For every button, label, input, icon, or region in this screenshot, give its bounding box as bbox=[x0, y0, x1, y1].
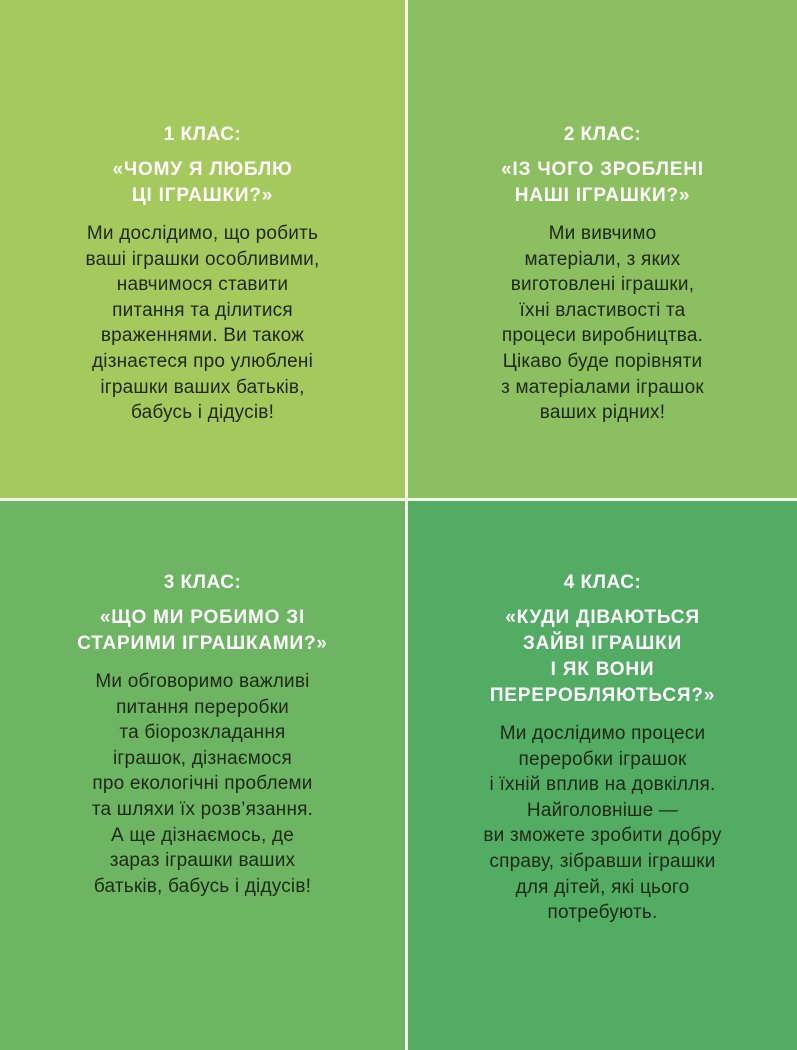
topic-description: Ми дослідимо процеси переробки іграшок і їхній вплив на довкілля. Найголовніше — ви зможете зробити добру справу, зібравши іграшки для дітей, які цього потребують. bbox=[483, 723, 722, 924]
panel-grade-1 bbox=[0, 0, 405, 498]
grade-label: 2 КЛАС: bbox=[563, 124, 642, 145]
topic-title: «ЧОМУ Я ЛЮБЛЮ ЦІ ІГРАШКИ?» bbox=[112, 159, 293, 206]
grade-label: 1 КЛАС: bbox=[163, 124, 242, 145]
topic-description: Ми дослідимо, що робить ваші іграшки особливими, навчимося ставити питання та ділитися враженнями. Ви також дізнаєтеся про улюблені іграшки ваших батьків, бабусь і дідусів! bbox=[85, 223, 320, 424]
panel-grade-4 bbox=[408, 501, 797, 1050]
panel-grade-3 bbox=[0, 501, 405, 1050]
topic-description: Ми обговоримо важливі питання переробки та біорозкладання іграшок, дізнаємося про екологічні проблеми та шляхи їх розв’язання. А ще дізнаємось, де зараз іграшки ваших батьків, бабусь і дідусів! bbox=[91, 671, 314, 897]
grade-label: 3 КЛАС: bbox=[163, 572, 242, 593]
topic-title: «КУДИ ДІВАЮТЬСЯ ЗАЙВІ ІГРАШКИ І ЯК ВОНИ ПЕРЕРОБЛЯЮТЬСЯ?» bbox=[489, 607, 716, 706]
grade-label: 4 КЛАС: bbox=[563, 572, 642, 593]
topic-description: Ми вивчимо матеріали, з яких виготовлені іграшки, їхні властивості та процеси виробництва. Цікаво буде порівняти з матеріалами іграшок ваших рідних! bbox=[501, 223, 704, 424]
topic-title: «ЩО МИ РОБИМО ЗІ СТАРИМИ ІГРАШКАМИ?» bbox=[77, 607, 328, 654]
panel-grade-2 bbox=[408, 0, 797, 498]
topic-title: «ІЗ ЧОГО ЗРОБЛЕНІ НАШІ ІГРАШКИ?» bbox=[501, 159, 704, 206]
